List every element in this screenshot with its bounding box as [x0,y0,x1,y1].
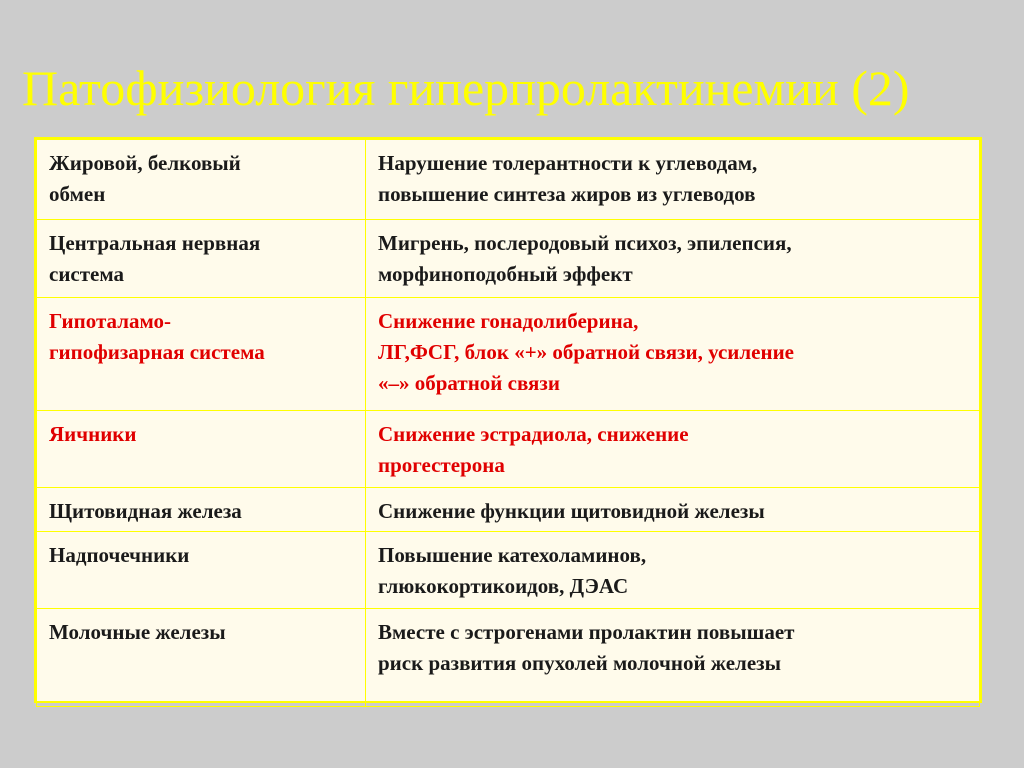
slide-title: Патофизиология гиперпролактинемии (2) [22,60,910,116]
system-text-line: Центральная нервная [49,231,261,255]
effect-text-line: Снижение функции щитовидной железы [378,499,765,523]
table-row [37,298,980,411]
effect-text-line: Снижение эстрадиола, снижение [378,422,689,446]
system-text-line: система [49,262,125,286]
table-row [37,488,980,532]
effect-text-line: повышение синтеза жиров из углеводов [378,182,756,206]
system-text-line: Надпочечники [49,543,190,567]
effect-cell [366,298,980,411]
system-cell [37,488,366,532]
effect-cell [366,411,980,488]
effect-cell [366,488,980,532]
effect-text-line: ЛГ,ФСГ, блок «+» обратной связи, усиление [378,340,794,364]
system-cell [37,220,366,298]
effect-cell [366,609,980,707]
table-row [37,140,980,220]
system-cell [37,532,366,609]
system-text-line: Жировой, белковый [49,151,241,175]
system-text-line: Гипоталамо- [49,309,172,333]
system-cell [37,609,366,707]
table-row [37,532,980,609]
system-text-line: Молочные железы [49,620,226,644]
effect-cell [366,532,980,609]
effect-text-line: «–» обратной связи [378,371,560,395]
system-text-line: гипофизарная система [49,340,265,364]
effect-text-line: Нарушение толерантности к углеводам, [378,151,758,175]
effect-text-line: Мигрень, послеродовый психоз, эпилепсия, [378,231,792,255]
table-row [37,411,980,488]
system-cell [37,140,366,220]
system-cell [37,298,366,411]
effect-text-line: Вместе с эстрогенами пролактин повышает [378,620,795,644]
effect-text-line: глюкокортикоидов, ДЭАС [378,574,629,598]
system-text-line: Щитовидная железа [49,499,242,523]
effect-text-line: прогестерона [378,453,505,477]
effect-text-line: Повышение катехоламинов, [378,543,647,567]
effect-text-line: морфиноподобный эффект [378,262,633,286]
pathophysiology-table [34,137,982,703]
table-row [37,609,980,707]
effect-text-line: Снижение гонадолиберина, [378,309,639,333]
effect-cell [366,220,980,298]
system-text-line: обмен [49,182,106,206]
table-row [37,220,980,298]
effect-cell [366,140,980,220]
effect-text-line: риск развития опухолей молочной железы [378,651,781,675]
table [36,139,980,707]
system-cell [37,411,366,488]
system-text-line: Яичники [49,422,137,446]
